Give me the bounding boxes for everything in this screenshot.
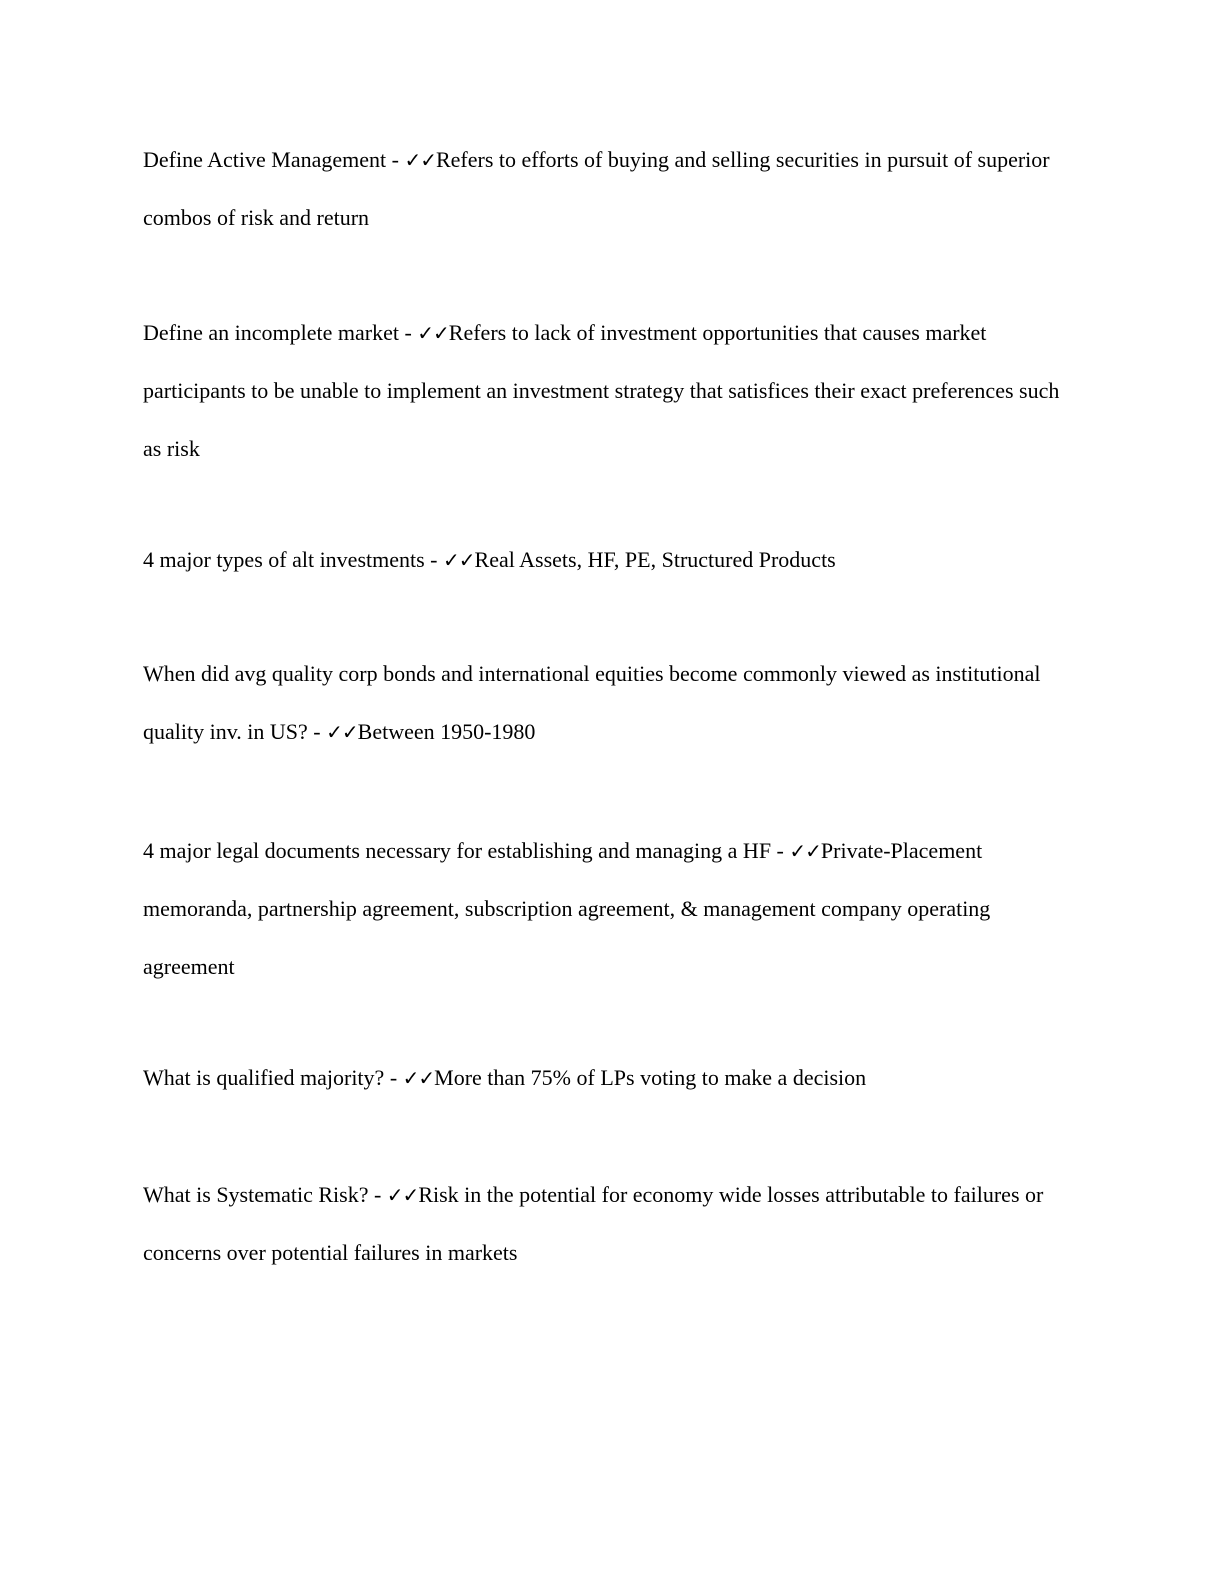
- answer-text: Real Assets, HF, PE, Structured Products: [474, 547, 836, 572]
- double-check-icon: ✓✓: [404, 148, 436, 172]
- answer-text: Private-Placement memoranda, partnership agreement, subscription agreement, & management company operating agreement: [143, 838, 991, 979]
- qa-item: [143, 1166, 1083, 1282]
- answer-text: Refers to efforts of buying and selling securities in pursuit of superior combos of risk and return: [143, 147, 1050, 230]
- question-text: Define an incomplete market -: [143, 320, 418, 345]
- qa-item: [143, 131, 1083, 247]
- qa-item: [143, 822, 1083, 996]
- answer-text: Refers to lack of investment opportunities that causes market participants to be unable to implement an investment strategy that satisfices their exact preferences such as risk: [143, 320, 1060, 461]
- qa-item: [143, 1049, 1083, 1107]
- question-text: What is qualified majority? -: [143, 1065, 403, 1090]
- double-check-icon: ✓✓: [417, 321, 449, 345]
- qa-item: [143, 645, 1083, 761]
- double-check-icon: ✓✓: [326, 720, 358, 744]
- answer-text: Between 1950-1980: [357, 719, 536, 744]
- question-text: When did avg quality corp bonds and international equities become commonly viewed as institutional quality inv. in US? -: [143, 661, 1041, 744]
- answer-text: Risk in the potential for economy wide losses attributable to failures or concerns over potential failures in markets: [143, 1182, 1044, 1265]
- question-text: 4 major legal documents necessary for establishing and managing a HF -: [143, 838, 790, 863]
- question-text: Define Active Management -: [143, 147, 405, 172]
- question-text: What is Systematic Risk? -: [143, 1182, 387, 1207]
- qa-item: [143, 531, 1083, 589]
- double-check-icon: ✓✓: [789, 839, 821, 863]
- double-check-icon: ✓✓: [386, 1183, 419, 1207]
- double-check-icon: ✓✓: [443, 548, 475, 572]
- double-check-icon: ✓✓: [402, 1066, 435, 1090]
- question-text: 4 major types of alt investments -: [143, 547, 443, 572]
- answer-text: More than 75% of LPs voting to make a decision: [434, 1065, 867, 1090]
- qa-item: [143, 304, 1083, 478]
